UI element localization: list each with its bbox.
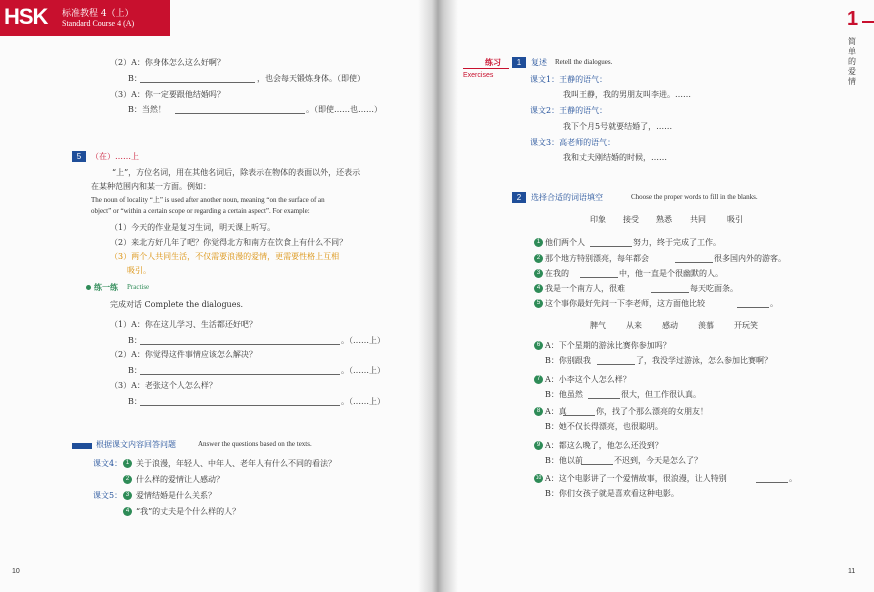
answer-blank xyxy=(590,246,632,247)
section-title: （在）……上 xyxy=(91,152,139,161)
retell-label: 课文1：王静的语气： xyxy=(530,75,608,84)
retell-text: 我下个月5号就要结婚了，…… xyxy=(563,122,673,131)
item-number: 4 xyxy=(534,284,543,293)
word-bank-item: 共同 xyxy=(690,215,706,224)
fill-text: A：真 xyxy=(545,407,567,416)
answer-blank xyxy=(140,344,340,345)
dialog-answer-label: B： xyxy=(128,397,142,406)
fill-text: 不迟到，今天是怎么了？ xyxy=(614,456,702,465)
dialog-question: （3）A：老张这个人怎么样？ xyxy=(110,381,217,390)
section-title-en: Answer the questions based on the texts. xyxy=(198,440,312,448)
retell-text: 我叫王静，我的男朋友叫李进。…… xyxy=(563,90,691,99)
retell-label: 课文3：高老师的语气： xyxy=(530,138,616,147)
fill-text: B：他虽然 xyxy=(545,390,583,399)
item-number: 6 xyxy=(534,341,543,350)
practise-bullet-icon xyxy=(86,285,91,290)
dialog-answer-label: B： xyxy=(128,336,142,345)
explanation-line: 在某种范围内和某一方面。例如： xyxy=(91,182,211,191)
word-bank-item: 感动 xyxy=(662,321,678,330)
answer-blank xyxy=(563,415,595,416)
section-title-en: Choose the proper words to fill in the blanks. xyxy=(631,193,758,201)
question-number: 2 xyxy=(123,475,132,484)
chapter-title-char: 爱 xyxy=(848,67,856,76)
page-number: 10 xyxy=(12,568,20,575)
word-bank-item: 接受 xyxy=(623,215,639,224)
dialog-hint: 。（……上） xyxy=(341,397,385,406)
book-title: 标准教程 4（上） xyxy=(62,9,134,19)
fill-text: 了，我没学过游泳，怎么参加比赛啊？ xyxy=(636,356,772,365)
fill-text: 这个事你最好先问一下李老师，这方面他比较 xyxy=(545,299,705,308)
book-gutter xyxy=(418,0,458,592)
exercises-label-en: Exercises xyxy=(463,72,494,79)
word-bank-item: 吸引 xyxy=(727,215,743,224)
left-page xyxy=(0,0,430,592)
fill-text: 努力，终于完成了工作。 xyxy=(633,238,721,247)
exercises-rule xyxy=(463,68,509,69)
word-bank-item: 脾气 xyxy=(590,321,606,330)
book-header xyxy=(0,0,170,36)
item-number: 3 xyxy=(534,269,543,278)
fill-text: B：她不仅长得漂亮，也很聪明。 xyxy=(545,422,663,431)
item-number: 9 xyxy=(534,441,543,450)
dialog-line: B：当然！ xyxy=(128,105,166,114)
fill-text: 。 xyxy=(770,299,778,308)
section-bar xyxy=(72,443,92,449)
answer-blank xyxy=(597,364,635,365)
example-sentence: （3）两个人共同生活，不仅需要浪漫的爱情，更需要性格上互相 xyxy=(110,252,340,261)
item-number: 5 xyxy=(534,299,543,308)
word-bank-item: 羡慕 xyxy=(698,321,714,330)
lesson-label: 课文4： xyxy=(93,459,123,468)
fill-text: A：这个电影讲了一个爱情故事，很浪漫，让人特别 xyxy=(545,474,727,483)
section-number: 5 xyxy=(72,151,86,162)
retell-label: 课文2：王静的语气： xyxy=(530,106,608,115)
lesson-label: 课文5： xyxy=(93,491,123,500)
fill-text: 我是一个南方人，很难 xyxy=(545,284,625,293)
section-title: 复述 xyxy=(531,58,547,67)
question-number: 4 xyxy=(123,507,132,516)
fill-text: 很多国内外的游客。 xyxy=(714,254,786,263)
fill-text: B：你别跟我 xyxy=(545,356,591,365)
dialog-line: B： xyxy=(128,74,142,83)
example-sentence: （2）来北方好几年了吧？你觉得北方和南方在饮食上有什么不同？ xyxy=(110,238,348,247)
word-bank-item: 从来 xyxy=(626,321,642,330)
fill-text: A：下个星期的游泳比赛你参加吗？ xyxy=(545,341,671,350)
example-sentence: 吸引。 xyxy=(127,266,151,275)
fill-text: 他们两个人 xyxy=(545,238,585,247)
fill-text: 那个地方特别漂亮，每年都会 xyxy=(545,254,649,263)
section-title-en: Retell the dialogues. xyxy=(555,58,613,66)
dialog-hint: 。（……上） xyxy=(341,336,385,345)
right-page xyxy=(438,0,874,592)
answer-blank xyxy=(675,262,713,263)
practise-label-en: Practise xyxy=(127,283,150,291)
question-number: 3 xyxy=(123,491,132,500)
instruction: 完成对话 Complete the dialogues. xyxy=(110,300,244,309)
section-number: 2 xyxy=(512,192,526,203)
chapter-title-char: 单 xyxy=(848,47,856,56)
explanation-en: object” or “within a certain scope or regarding a certain aspect”. For example: xyxy=(91,207,310,215)
answer-blank xyxy=(140,405,340,406)
hsk-logo: HSK xyxy=(4,4,48,29)
word-bank-item: 印象 xyxy=(590,215,606,224)
explanation-line: “上”，方位名词，用在其他名词后，除表示在物体的表面以外，还表示 xyxy=(112,168,361,177)
dialog-answer-label: B： xyxy=(128,366,142,375)
item-number: 10 xyxy=(535,475,542,481)
fill-text: B：他以前 xyxy=(545,456,583,465)
answer-blank xyxy=(651,292,689,293)
fill-text: A：都这么晚了，他怎么还没到？ xyxy=(545,441,663,450)
dialog-hint: 。（……上） xyxy=(341,366,385,375)
question-text: 关于浪漫，年轻人、中年人、老年人有什么不同的看法？ xyxy=(136,459,336,468)
chapter-title-char: 情 xyxy=(848,77,856,86)
explanation-en: The noun of locality “上” is used after another noun, meaning “on the surface of an xyxy=(91,196,325,204)
fill-text: 。 xyxy=(789,474,797,483)
retell-text: 我和丈夫刚结婚的时候，…… xyxy=(563,153,667,162)
fill-text: 中，他一直是个很幽默的人。 xyxy=(619,269,723,278)
chapter-title-char: 的 xyxy=(848,57,856,66)
answer-blank xyxy=(175,113,305,114)
section-title: 选择合适的词语填空 xyxy=(531,193,603,202)
dialog-question: （1）A：你在这儿学习、生活都还好吧？ xyxy=(110,320,257,329)
chapter-title-char: 简 xyxy=(848,37,856,46)
fill-text: A：小李这个人怎么样？ xyxy=(545,375,631,384)
item-number: 2 xyxy=(534,254,543,263)
answer-blank xyxy=(588,398,620,399)
fill-text: 很大，但工作很认真。 xyxy=(621,390,701,399)
question-text: “我”的丈夫是个什么样的人？ xyxy=(136,507,241,516)
example-sentence: （1）今天的作业是复习生词，明天课上听写。 xyxy=(110,223,276,232)
book-subtitle: Standard Course 4 (A) xyxy=(62,19,135,28)
dialog-line: （3）A：你一定要跟他结婚吗？ xyxy=(110,90,225,99)
answer-blank xyxy=(581,464,613,465)
section-number: 1 xyxy=(512,57,526,68)
chapter-rule xyxy=(862,21,874,23)
word-bank-item: 开玩笑 xyxy=(734,321,758,330)
answer-blank xyxy=(580,277,618,278)
answer-blank xyxy=(737,307,769,308)
exercises-label: 练习 xyxy=(485,57,501,67)
fill-text: B：你们女孩子就是喜欢看这种电影。 xyxy=(545,489,679,498)
item-number: 1 xyxy=(534,238,543,247)
chapter-number: 1 xyxy=(847,8,859,30)
section-title: 根据课文内容回答问题 xyxy=(96,440,176,449)
question-text: 什么样的爱情让人感动？ xyxy=(136,475,224,484)
answer-blank xyxy=(140,82,255,83)
fill-text: 每天吃面条。 xyxy=(690,284,738,293)
question-number: 1 xyxy=(123,459,132,468)
dialog-line: 。（即使……也……） xyxy=(306,105,382,114)
word-bank-item: 熟悉 xyxy=(656,215,672,224)
fill-text: 在我的 xyxy=(545,269,569,278)
answer-blank xyxy=(756,482,788,483)
page-number: 11 xyxy=(848,568,856,575)
practise-label: 练一练 xyxy=(94,282,118,292)
fill-text: 你，找了个那么漂亮的女朋友！ xyxy=(596,407,708,416)
dialog-line: （2）A：你身体怎么这么好啊？ xyxy=(110,58,225,67)
question-text: 爱情结婚是什么关系？ xyxy=(136,491,216,500)
item-number: 8 xyxy=(534,407,543,416)
answer-blank xyxy=(140,374,340,375)
dialog-question: （2）A：你觉得这件事情应该怎么解决？ xyxy=(110,350,257,359)
dialog-line: ，也会每天锻炼身体。（即使） xyxy=(257,74,365,83)
item-number: 7 xyxy=(534,375,543,384)
